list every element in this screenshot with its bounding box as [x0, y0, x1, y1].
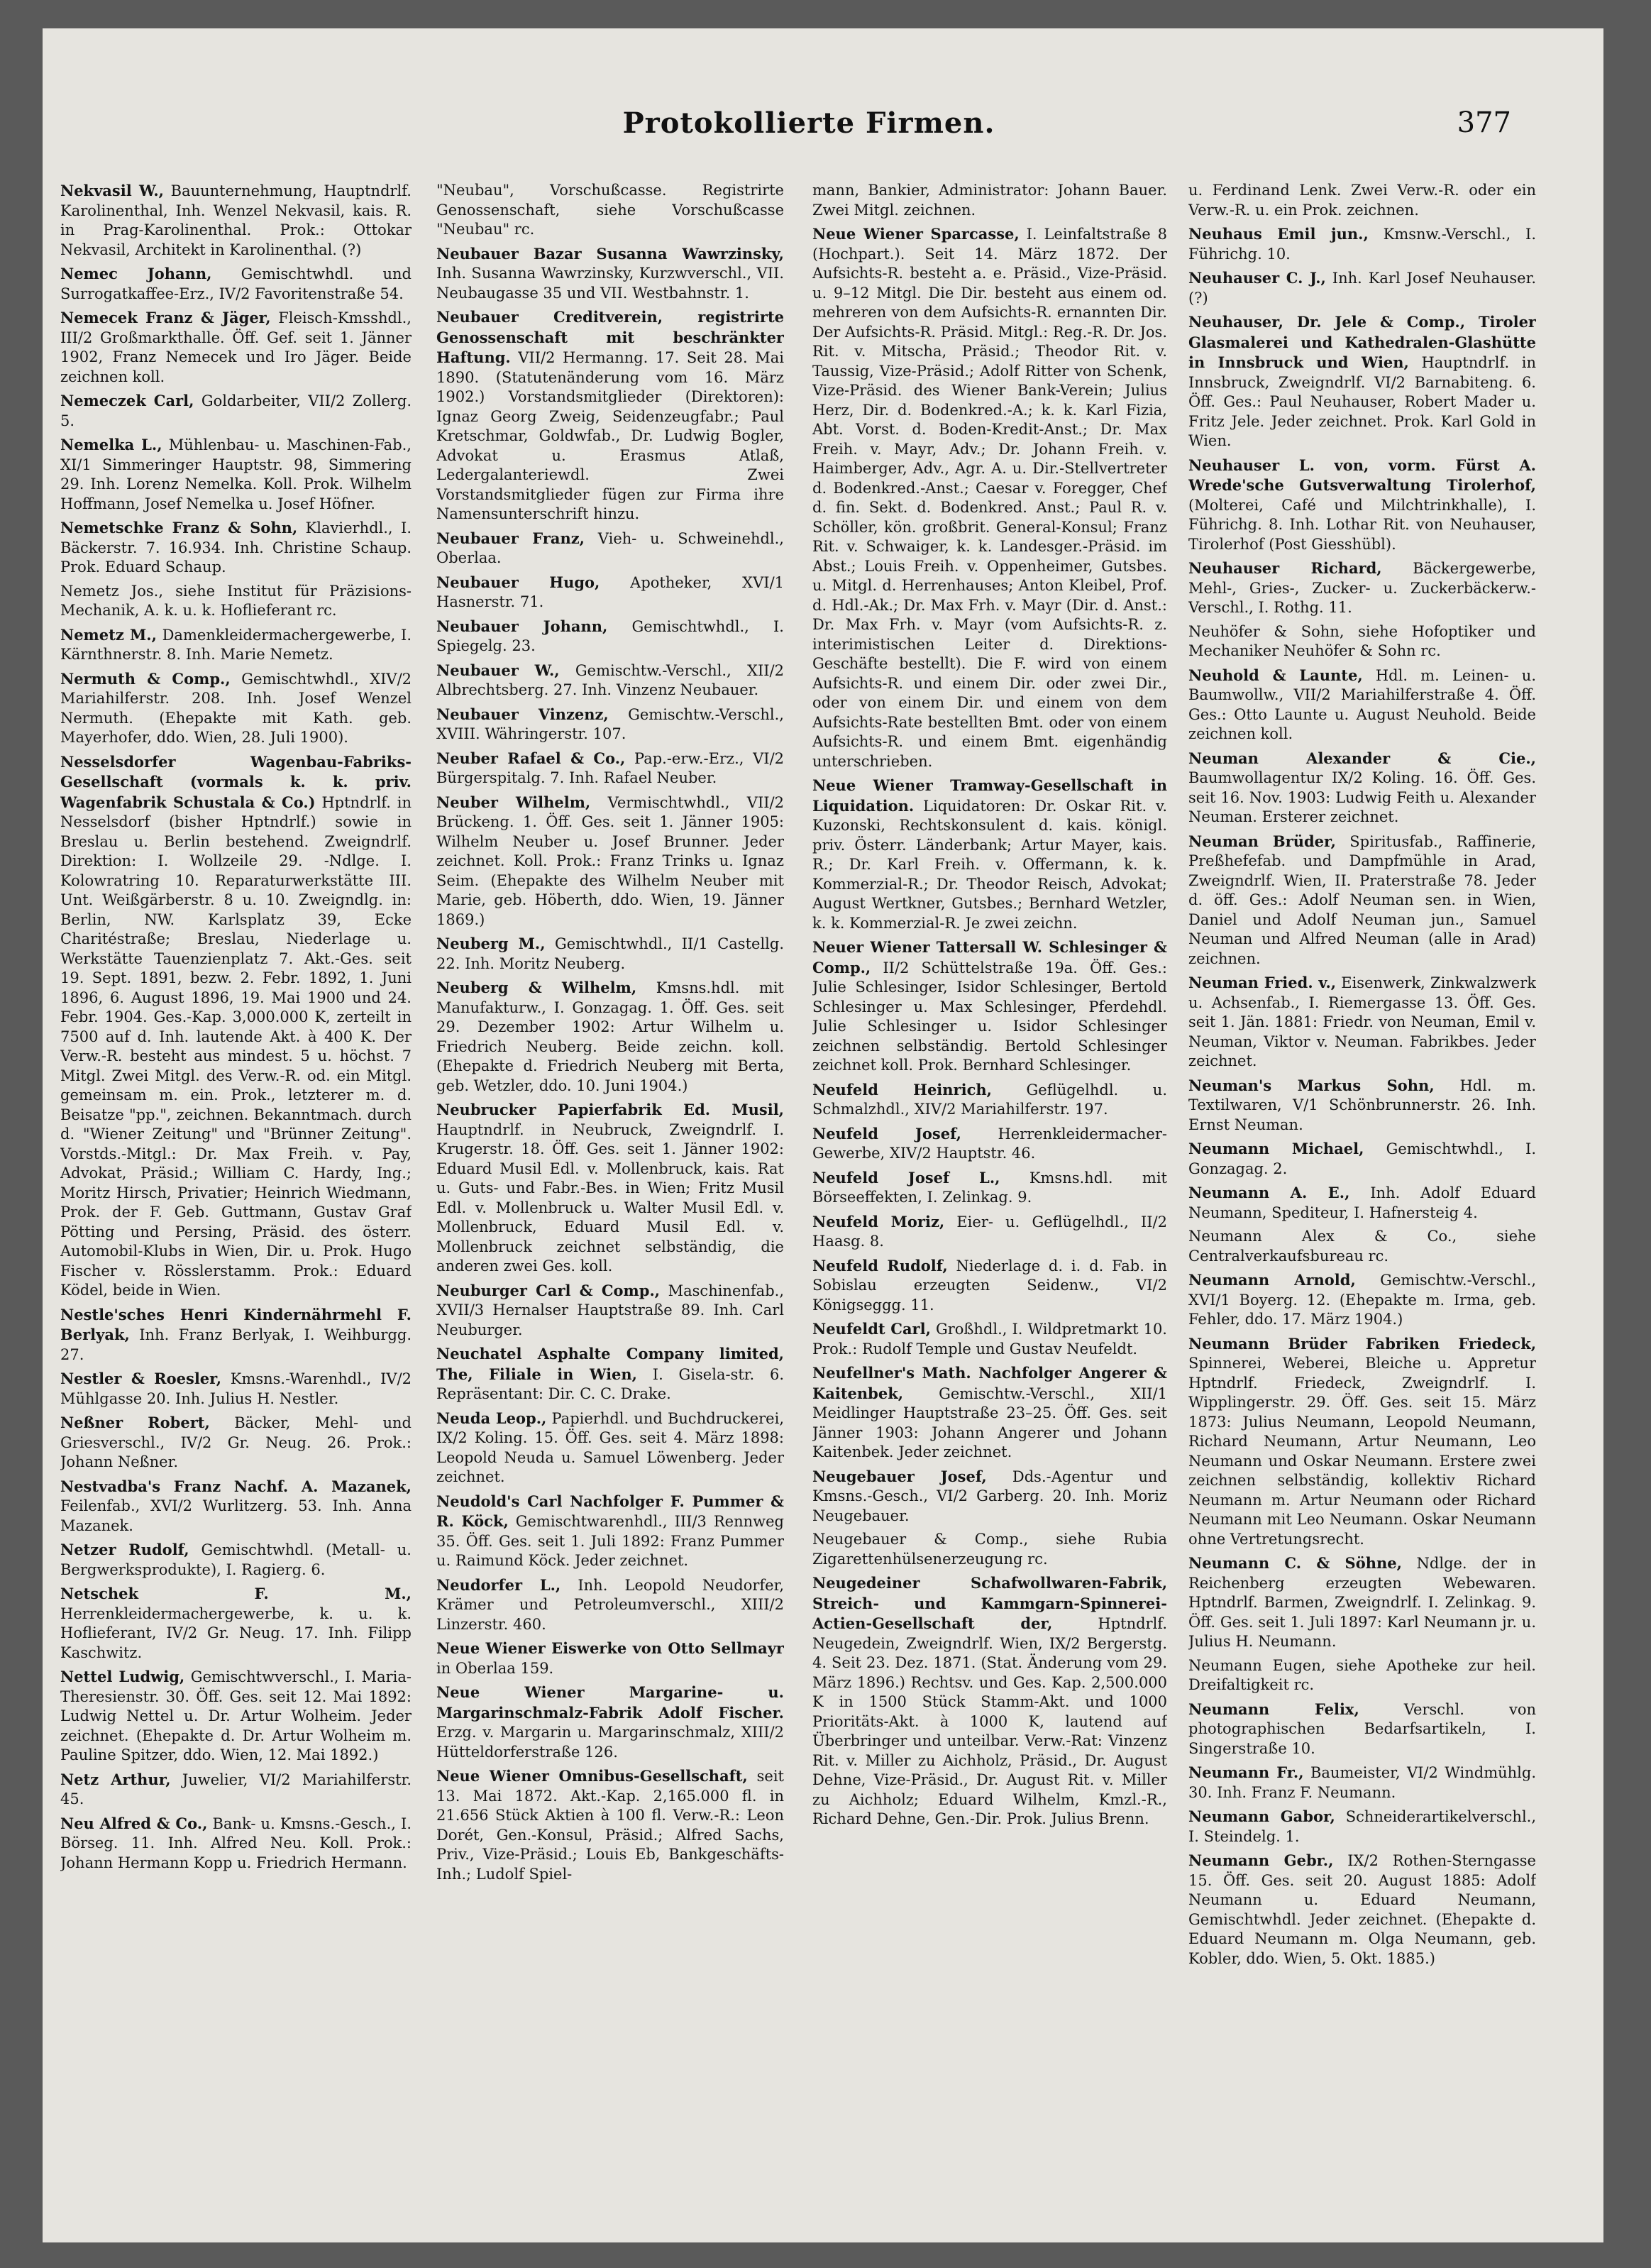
directory-entry: [1188, 1139, 1536, 1179]
directory-entry: [60, 308, 412, 387]
entry-text: Damenkleidermachergewerbe, I. Kärnthnerstr. 8. Inh. Marie Nemetz.: [60, 626, 412, 663]
entry-text: Goldarbeiter, VII/2 Zollerg. 5.: [60, 392, 412, 429]
directory-entry: [436, 1492, 784, 1571]
firm-name: Neuber Rafael & Co.,: [436, 749, 626, 767]
firm-name: Neufeldt Carl,: [812, 1320, 931, 1338]
entry-text: Inh. Leopold Neudorfer, Krämer und Petroleumverschl., XIII/2 Linzerstr. 460.: [436, 1576, 784, 1633]
directory-entry: [436, 1766, 784, 1884]
entry-text: Großhdl., I. Wildpretmarkt 10. Prok.: Rudolf Temple und Gustav Neufeldt.: [812, 1321, 1167, 1358]
directory-entry: [812, 776, 1167, 933]
directory-entry: [1188, 832, 1536, 969]
entry-text: Vieh- u. Schweinehdl., Oberlaa.: [436, 529, 784, 566]
directory-entry: [1188, 224, 1536, 264]
firm-name: Neubauer W.,: [436, 661, 560, 679]
entry-text: Hptndrlf. Neugedein, Zweigndrlf. Wien, IX/2 Bergerstg. 4. Seit 23. Dez. 1871. (Stat. Änderung vom 29. März 1896.) Rechtsv. und Ges. Kap. 2,500.000 K in 1500 Stück Stamm-Akt. und 1000 Prioritäts-Akt. à 1000 K, lautend auf Überbringer und unteilbar. Verw.-Rat: Vinzenz Rit. v. Miller zu Aichholz, Präsid., Dr. August Dehne, Vize-Präsid., Dr. August Rit. v. Miller zu Aichholz; Eduard Wilhelm, Kmzl.-R., Richard Dehne, Gen.-Dir. Prok. Julius Brenn.: [812, 1615, 1167, 1827]
directory-entry: [1188, 1270, 1536, 1330]
entry-text: II/2 Schüttelstraße 19a. Öff. Ges.: Julie Schlesinger, Isidor Schlesinger, Bertold Schlesinger u. Max Schlesinger, Pferdehdl. Julie Schlesinger u. Isidor Schlesinger zeichnen selbständig. Bertold Schlesinger zeichnet koll. Prok. Bernhard Schlesinger.: [812, 959, 1167, 1074]
entry-text: Dds.-Agentur und Kmsns.-Gesch., VI/2 Garberg. 20. Inh. Moriz Neugebauer.: [812, 1468, 1167, 1524]
firm-name: Nestvadba's Franz Nachf. A. Mazanek,: [60, 1477, 412, 1495]
entry-text: Herrenkleidermachergewerbe, k. u. k. Hoflieferant, IV/2 Gr. Neug. 17. Inh. Filipp Kaschwitz.: [60, 1604, 412, 1661]
entry-text: Apotheker, XVI/1 Hasnerstr. 71.: [436, 573, 784, 610]
entry-text: Hauptndrlf. in Neubruck, Zweigndrlf. I. Krugerstr. 18. Öff. Ges. seit 1. Jänner 1902: Eduard Musil Edl. v. Mollenbruck, kais. Rat u. Guts- und Fabr.-Bes. in Wien; Fritz Musil Edl. v. Mollenbruck u. Walter Musil Edl. v. Mollenbruck, Eduard Musil Edl. v. Mollenbruck zeichnet selbständig, die anderen zwei Ges. koll.: [436, 1121, 784, 1275]
entry-text: VII/2 Hermanng. 17. Seit 28. Mai 1890. (Statutenänderung vom 16. März 1902.) Vorstandsmitglieder (Direktoren): Ignaz Georg Zweig, Seidenzeugfabr.; Paul Kretschmar, Goldwfab., Dr. Ludwig Bogler, Advokat u. Erasmus Atlaß, Ledergalanteriewdl. Zwei Vorstandsmitglieder fügen zur Firma ihre Namensunterschrift hinzu.: [436, 349, 784, 522]
firm-name: Nemetschke Franz & Sohn,: [60, 519, 298, 536]
directory-entry: [812, 1467, 1167, 1526]
firm-name: Netschek F. M.,: [60, 1585, 412, 1602]
entry-text: Hdl. m. Textilwaren, V/1 Schönbrunnerstr. 26. Inh. Ernst Neuman.: [1188, 1077, 1536, 1133]
firm-name: Neubauer Franz,: [436, 529, 585, 547]
firm-name: Neubauer Vinzenz,: [436, 705, 609, 723]
entry-text: Kmsns.hdl. mit Manufakturw., I. Gonzagag. 1. Öff. Ges. seit 29. Dezember 1902: Artur Wilhelm u. Friedrich Neuberg. Beide zeichn. koll. (Ehepakte d. Friedrich Neuberg mit Berta, geb. Wetzler, ddo. 10. Juni 1904.): [436, 979, 784, 1094]
directory-entry: [812, 1212, 1167, 1252]
directory-entry: [436, 1281, 784, 1341]
firm-name: Nemeczek Carl,: [60, 392, 194, 409]
entry-text: Papierhdl. und Buchdruckerei, IX/2 Koling. 15. Öff. Ges. seit 4. März 1898: Leopold Neuda u. Samuel Löwenberg. Jeder zeichnet.: [436, 1409, 784, 1485]
firm-name: Neuberg & Wilhelm,: [436, 979, 637, 996]
firm-name: Neudorfer L.,: [436, 1575, 561, 1594]
firm-name: Nekvasil W.,: [60, 182, 164, 199]
firm-name: Neuhauser, Dr. Jele & Comp., Tiroler Glasmalerei und Kathedralen-Glashütte in Innsbruck und Wien,: [1188, 313, 1536, 371]
entry-text: Kmsnw.-Verschl., I. Führichg. 10.: [1188, 226, 1536, 263]
firm-name: Neuda Leop.,: [436, 1409, 547, 1427]
directory-entry: [812, 1080, 1167, 1120]
firm-name: Neue Wiener Margarine- u. Margarinschmalz-Fabrik Adolf Fischer.: [436, 1683, 784, 1722]
entry-text: Hptndrlf. in Nesselsdorf (bisher Hptndrlf.) sowie in Breslau u. Berlin bestehend. Zweigndrlf. Direktion: I. Wollzeile 29. -Ndlge. I. Kolowratring 10. Reparaturwerkstätte III. Unt. Weißgärberstr. 8 u. 10. Zweigndlg. in: Berlin, NW. Karlsplatz 39, Ecke Charitéstraße; Breslau, Niederlage u. Werkstätte Tauenzienplatz 7. Akt.-Ges. seit 19. Sept. 1891, bezw. 2. Febr. 1892, 1. Juni 1896, 6. August 1896, 19. Mai 1900 und 24. Febr. 1904. Ges.-Kap. 3,000.000 K, zerteilt in 7500 auf d. Inh. lautende Akt. à 400 K. Der Verw.-R. besteht aus mindest. 5 u. höchst. 7 Mitgl. Zwei Mitgl. des Verw.-R. od. ein Mitgl. gemeinsam m. ein. Prok., letzterer m. d. Beisatze "pp.", zeichnen. Bekanntmach. durch d. "Wiener Zeitung" und "Brünner Zeitung". Vorstds.-Mitgl.: Dr. Max Freih. v. Pay, Advokat, Präsid.; William C. Hardy, Ing.; Moritz Hirsch, Privatier; Heinrich Wiedmann, Prok. der F. Geb. Guttmann, Gustav Graf Pötting und Persing, Präsid. des österr. Automobil-Klubs in Wien, Dir. u. Prok. Hugo Fischer v. Rösslerstamm. Prok.: Eduard Ködel, beide in Wien.: [60, 793, 412, 1299]
directory-entry: [60, 1584, 412, 1663]
directory-entry: [812, 1168, 1167, 1208]
directory-entry: [1188, 1700, 1536, 1759]
directory-entry: [812, 1573, 1167, 1829]
directory-entry: [812, 1124, 1167, 1164]
entry-text: Gemischtwverschl., I. Maria-Theresienstr. 30. Öff. Ges. seit 12. Mai 1892: Ludwig Nettel u. Dr. Artur Wolheim. Jeder zeichnet. (Ehepakte d. Dr. Artur Wolheim m. Pauline Spitzer, ddo. Wien, 12. Mai 1892.): [60, 1668, 412, 1763]
directory-entry: [436, 1409, 784, 1487]
directory-entry: [436, 1100, 784, 1277]
directory-entry: [1188, 1851, 1536, 1969]
entry-text: Neuhöfer & Sohn, siehe Hofoptiker und Mechaniker Neuhöfer & Sohn rc.: [1188, 622, 1536, 659]
directory-entry: [60, 1770, 412, 1810]
firm-name: Neubauer Hugo,: [436, 573, 600, 591]
entry-text: Inh. Karl Josef Neuhauser. (?): [1188, 270, 1536, 307]
entry-text: Neumann Alex & Co., siehe Centralverkaufsbureau rc.: [1188, 1228, 1536, 1265]
firm-name: Neuberg M.,: [436, 935, 546, 952]
directory-entry: [1188, 181, 1536, 220]
directory-entry: [812, 181, 1167, 220]
entry-text: (Molterei, Café und Milchtrinkhalle), I. Führichg. 8. Inh. Lothar Rit. von Neuhauser, Tirolerhof (Post Giesshübl).: [1188, 496, 1536, 553]
entry-text: Baumwollagentur IX/2 Koling. 16. Öff. Ges. seit 16. Nov. 1903: Ludwig Feith u. Alexander Neuman. Ersterer zeichnet.: [1188, 769, 1536, 825]
entry-text: Mühlenbau- u. Maschinen-Fab., XI/1 Simmeringer Hauptstr. 98, Simmering 29. Inh. Lorenz Nemelka. Koll. Prok. Wilhelm Hoffmann, Josef Nemelka u. Josef Höfner.: [60, 436, 412, 512]
directory-entry: [60, 264, 412, 304]
firm-name: Neuber Wilhelm,: [436, 793, 591, 811]
directory-entry: [436, 749, 784, 788]
firm-name: Neumann A. E.,: [1188, 1184, 1350, 1201]
firm-name: Neubauer Bazar Susanna Wawrzinsky,: [436, 244, 784, 263]
firm-name: Neufeld Moriz,: [812, 1212, 945, 1231]
firm-name: Nermuth & Comp.,: [60, 669, 231, 688]
firm-name: Neuhauser L. von, vorm. Fürst A. Wrede'sche Gutsverwaltung Tirolerhof,: [1188, 456, 1536, 494]
firm-name: Neuman Alexander & Cie.,: [1188, 749, 1536, 767]
entry-text: Gemischtwarenhdl., III/3 Rennweg 35. Öff. Ges. seit 1. Juli 1892: Franz Pummer u. Raimund Köck. Jeder zeichnet.: [436, 1513, 784, 1569]
firm-name: Neumann Gabor,: [1188, 1807, 1335, 1825]
firm-name: Neumann Michael,: [1188, 1140, 1364, 1157]
directory-entry: [60, 752, 412, 1301]
firm-name: Neßner Robert,: [60, 1414, 210, 1431]
firm-name: Neuman's Markus Sohn,: [1188, 1076, 1435, 1094]
entry-text: mann, Bankier, Administrator: Johann Bauer. Zwei Mitgl. zeichnen.: [812, 182, 1167, 219]
firm-name: Neubauer Johann,: [436, 617, 608, 635]
entry-text: Bäcker, Mehl- und Griesverschl., IV/2 Gr. Neug. 26. Prok.: Johann Neßner.: [60, 1414, 412, 1470]
directory-entry: [1188, 749, 1536, 827]
directory-entry: [436, 617, 784, 656]
entry-text: seit 13. Mai 1872. Akt.-Kap. 2,165.000 fl. in 21.656 Stück Aktien à 100 fl. Verw.-R.: Leon Dorét, Gen.-Konsul, Präsid.; Alfred Sachs, Priv., Vize-Präsid.; Louis Eb, Bankgeschäfts-Inh.; Ludolf Spiel-: [436, 1768, 784, 1883]
entry-text: Gemischtwhdl. (Metall- u. Bergwerksprodukte), I. Ragierg. 6.: [60, 1541, 412, 1578]
directory-entry: [60, 1413, 412, 1472]
directory-entry: [436, 573, 784, 612]
entry-text: Spinnerei, Weberei, Bleiche u. Appretur Hptndrlf. Friedeck, Zweigndrlf. I. Wipplingerstr. 29. Öff. Ges. seit 15. März 1873: Julius Neumann, Leopold Neumann, Richard Neumann, Artur Neumann, Leo Neumann und Oskar Neumann. Erstere zwei zeichnen selbständig, kollektiv Richard Neumann m. Artur Neumann oder Richard Neumann mit Leo Neumann. Oskar Neumann ohne Vertretungsrecht.: [1188, 1355, 1536, 1548]
entry-text: Liquidatoren: Dr. Oskar Rit. v. Kuzonski, Rechtskonsulent d. kais. königl. priv. Österr. Länderbank; Artur Mayer, kais. R.; Dr. Karl Freih. v. Offermann, k. k. Kommerzial-R.; Dr. Theodor Reisch, Advokat; August Wertkner, Gutsbes.; Bernhard Wetzler, k. k. Kommerzial-R. Je zwei zeichn.: [812, 797, 1167, 932]
directory-entry: [1188, 1553, 1536, 1652]
firm-name: Nemec Johann,: [60, 265, 212, 282]
directory-entry: [436, 1639, 784, 1678]
entry-text: Bank- u. Kmsns.-Gesch., I. Börseg. 11. Inh. Alfred Neu. Koll. Prok.: Johann Hermann Kopp u. Friedrich Hermann.: [60, 1815, 412, 1871]
entry-text: Ndlge. der in Reichenberg erzeugten Webewaren. Hptndrlf. Barmen, Zweigndrlf. I. Zelinkag. 9. Öff. Ges. seit 1. Juli 1897: Karl Neumann jr. u. Julius H. Neumann.: [1188, 1555, 1536, 1650]
directory-entry: [1188, 1183, 1536, 1223]
directory-entry: [1188, 268, 1536, 308]
firm-name: Nestler & Roesler,: [60, 1370, 222, 1387]
directory-entry: [1188, 456, 1536, 555]
directory-entry: [436, 934, 784, 974]
directory-entry: [812, 937, 1167, 1076]
directory-entry: [436, 181, 784, 240]
directory-entry: [436, 1575, 784, 1635]
entry-text: Inh. Susanna Wawrzinsky, Kurzwverschl., VII. Neubaugasse 35 und VII. Westbahnstr. 1.: [436, 265, 784, 302]
directory-entry: [436, 1683, 784, 1762]
entry-text: I. Leinfaltstraße 8 (Hochpart.). Seit 14. März 1872. Der Aufsichts-R. besteht a. e. Präsid., Vize-Präsid. u. 9–12 Mitgl. Die Dir. besteht aus einem od. mehreren von dem Aufsichts-R. ernannten Dir. Der Aufsichts-R. Präsid. Mitgl.: Reg.-R. Dr. Jos. Rit. v. Mitscha, Präsid.; Theodor Rit. v. Taussig, Vize-Präsid.; Adolf Ritter von Schenk, Vize-Präsid. des Wiener Bank-Verein; Julius Herz, Dir. d. Bodenkred.-A.; k. k. Karl Fizia, Abt. Vorst. d. Boden-Kredit-Anst.; Dr. Max Freih. v. Mayr, Adv.; Dr. Johann Freih. v. Haimberger, Adv., Agr. A. u. Dir.-Stellvertreter d. Bodenkred.-Anst.; Caesar v. Foregger, Chef d. fin. Sekt. d. Bodenkred. Anst.; Paul R. v. Schöller, kön. großbrit. General-Konsul; Franz Rit. v. Schwaiger, k. k. Landesger.-Präsid. im Abst.; Louis Freih. v. Oppenheimer, Gutsbes. u. Mitgl. d. Herrenhauses; Anton Kleibel, Prof. d. Hdl.-Ak.; Dr. Max Frh. v. Mayr (Dir. d. Anst.: Dr. Max Frh. v. Mayr (vom Aufsichts-R. z. interimistischen Leiter d. Direktions-Geschäfte bestellt). Die F. wird von einem Aufsichts-R. und einem Dir. oder zwei Dir., oder von einem Dir. und einem von dem Aufsichts-Rate bestellten Bmt. oder von einem Aufsichts-R. und einem Bmt. eigenhändig unterschrieben.: [812, 226, 1167, 770]
directory-entry: [812, 1363, 1167, 1463]
entry-text: Hdl. m. Leinen- u. Baumwollw., VII/2 Mariahilferstraße 4. Öff. Ges.: Otto Launte u. August Neuhold. Beide zeichnen koll.: [1188, 666, 1536, 742]
directory-entry: [1188, 1807, 1536, 1846]
directory-entry: [60, 1369, 412, 1409]
entry-text: u. Ferdinand Lenk. Zwei Verw.-R. oder ein Verw.-R. u. ein Prok. zeichnen.: [1188, 182, 1536, 219]
entry-text: Gemischtw.-Verschl., XVI/1 Boyerg. 12. (Ehepakte m. Irma, geb. Fehler, ddo. 17. März 1904.): [1188, 1272, 1536, 1328]
firm-name: Neumann Felix,: [1188, 1700, 1359, 1718]
entry-text: Schneiderartikelverschl., I. Steindelg. 1.: [1188, 1808, 1536, 1845]
entry-text: Gemischtwhdl., II/1 Castellg. 22. Inh. Moritz Neuberg.: [436, 935, 784, 972]
directory-entry: [1188, 1656, 1536, 1695]
directory-entry: [60, 582, 412, 621]
directory-entry: [60, 1477, 412, 1536]
directory-entry: [436, 244, 784, 304]
directory-entry: [436, 793, 784, 930]
entry-text: Eisenwerk, Zinkwalzwerk u. Achsenfab., I. Riemergasse 13. Öff. Ges. seit 1. Jän. 1881: Friedr. von Neuman, Emil v. Neuman, Viktor v. Neuman. Fabrikbes. Jeder zeichnet.: [1188, 974, 1536, 1069]
firm-name: Neu Alfred & Co.,: [60, 1814, 208, 1832]
entry-text: Gemischtwhdl., I. Spiegelg. 23.: [436, 617, 784, 654]
directory-entry: [436, 705, 784, 744]
firm-name: Neufellner's Math. Nachfolger Angerer & Kaitenbek,: [812, 1364, 1167, 1402]
entry-text: Bauunternehmung, Hauptndrlf. Karolinenthal, Inh. Wenzel Nekvasil, kais. R. in Prag-Karolinenthal. Prok.: Ottokar Nekvasil, Architekt in Karolinenthal. (?): [60, 182, 412, 258]
firm-name: Neuer Wiener Tattersall W. Schlesinger & Comp.,: [812, 938, 1167, 976]
firm-name: Nestle'sches Henri Kindernährmehl F. Berlyak,: [60, 1305, 412, 1343]
entry-text: Pap.-erw.-Erz., VI/2 Bürgerspitalg. 7. Inh. Rafael Neuber.: [436, 749, 784, 786]
entry-text: Geflügelhdl. u. Schmalzhdl., XIV/2 Mariahilferstr. 197.: [812, 1081, 1167, 1118]
entry-text: Baumeister, VI/2 Windmühlg. 30. Inh. Franz F. Neumann.: [1188, 1764, 1536, 1801]
directory-entry: [60, 435, 412, 514]
entry-text: Gemischtwhdl. und Surrogatkaffee-Erz., IV/2 Favoritenstraße 54.: [60, 265, 412, 302]
firm-name: Neufeld Josef L.,: [812, 1168, 1000, 1187]
firm-name: Neuhauser C. J.,: [1188, 269, 1326, 287]
firm-name: Nettel Ludwig,: [60, 1668, 185, 1685]
firm-name: Neumann Arnold,: [1188, 1271, 1356, 1289]
directory-entry: [60, 625, 412, 665]
directory-entry: [812, 1530, 1167, 1569]
directory-entry: [1188, 1334, 1536, 1550]
entry-text: Feilenfab., XVI/2 Wurlitzerg. 53. Inh. Anna Mazanek.: [60, 1497, 412, 1534]
entry-text: Kmsns.-Warenhdl., IV/2 Mühlgasse 20. Inh. Julius H. Nestler.: [60, 1370, 412, 1407]
column-3: [812, 181, 1167, 2225]
entry-text: Gemischtw.-Verschl., XVIII. Währingerstr. 107.: [436, 705, 784, 742]
firm-name: Neumann Fr.,: [1188, 1763, 1304, 1781]
firm-name: Neue Wiener Sparcasse,: [812, 225, 1020, 243]
firm-name: Neuman Brüder,: [1188, 832, 1336, 850]
page-number: 377: [1457, 106, 1511, 139]
directory-entry: [60, 1305, 412, 1365]
entry-text: Vermischtwhdl., VII/2 Brückeng. 1. Öff. Ges. seit 1. Jänner 1905: Wilhelm Neuber u. Josef Brunner. Jeder zeichnet. Koll. Prok.: Franz Trinks u. Ignaz Seim. (Ehepakte des Wilhelm Neuber mit Marie, geb. Höberth, ddo. Wien, 19. Jänner 1869.): [436, 793, 784, 928]
firm-name: Neubrucker Papierfabrik Ed. Musil,: [436, 1101, 784, 1118]
firm-name: Neuhauser Richard,: [1188, 559, 1382, 577]
directory-entry: [1188, 973, 1536, 1072]
firm-name: Netzer Rudolf,: [60, 1541, 189, 1558]
directory-entry: [436, 978, 784, 1096]
entry-text: Gemischtwhdl., I. Gonzagag. 2.: [1188, 1140, 1536, 1177]
entry-text: I. Gisela-str. 6. Repräsentant: Dir. C. C. Drake.: [436, 1365, 784, 1402]
entry-text: Gemischtwhdl., XIV/2 Mariahilferstr. 208. Inh. Josef Wenzel Nermuth. (Ehepakte mit Kath. geb. Mayerhofer, ddo. Wien, 28. Juli 1900).: [60, 670, 412, 746]
firm-name: Nemecek Franz & Jäger,: [60, 309, 271, 326]
running-header: [43, 106, 1603, 170]
entry-text: Hauptndrlf. in Innsbruck, Zweigndrlf. VI/2 Barnabiteng. 6. Öff. Ges.: Paul Neuhauser, Robert Mader u. Fritz Jele. Jeder zeichnet. Prok. Karl Gold in Wien.: [1188, 354, 1536, 449]
firm-name: Neuman Fried. v.,: [1188, 974, 1337, 991]
firm-name: Nesselsdorfer Wagenbau-Fabriks-Gesellschaft (vormals k. k. priv. Wagenfabrik Schustala & Co.): [60, 752, 412, 811]
directory-entry: [1188, 1227, 1536, 1266]
directory-entry: [812, 1319, 1167, 1359]
directory-entry: [60, 669, 412, 748]
firm-name: Neufeld Heinrich,: [812, 1080, 992, 1099]
directory-entry: [60, 391, 412, 431]
directory-entry: [60, 518, 412, 578]
entry-text: Inh. Adolf Eduard Neumann, Spediteur, I. Hafnersteig 4.: [1188, 1184, 1536, 1221]
firm-name: Neumann Gebr.,: [1188, 1851, 1334, 1869]
firm-name: Neue Wiener Eiswerke von Otto Sellmayr: [436, 1639, 784, 1657]
directory-entry: [1188, 558, 1536, 618]
entry-text: Bäckergewerbe, Mehl-, Gries-, Zucker- u. Zuckerbäckerw.-Verschl., I. Rothg. 11.: [1188, 560, 1536, 616]
page-title: Protokollierte Firmen.: [622, 106, 995, 140]
directory-entry: [1188, 1763, 1536, 1802]
firm-name: Nemelka L.,: [60, 436, 162, 453]
entry-text: in Oberlaa 159.: [436, 1659, 554, 1677]
entry-text: Neugebauer & Comp., siehe Rubia Zigarettenhülsenerzeugung rc.: [812, 1531, 1167, 1568]
entry-text: Spiritusfab., Raffinerie, Preßhefefab. und Dampfmühle in Arad, Zweigndrlf. Wien, II. Praterstraße 78. Jeder d. öff. Ges.: Adolf Neuman sen. in Wien, Daniel und Adolf Neuman jun., Samuel Neuman und Alfred Neuman (alle in Arad) zeichnen.: [1188, 832, 1536, 967]
directory-entry: [1188, 312, 1536, 451]
firm-name: Neugebauer Josef,: [812, 1467, 987, 1485]
entry-text: Inh. Franz Berlyak, I. Weihburgg. 27.: [60, 1326, 412, 1363]
directory-entry: [60, 181, 412, 260]
firm-name: Neuburger Carl & Comp.,: [436, 1281, 661, 1299]
directory-entry: [1188, 666, 1536, 744]
directory-entry: [60, 1667, 412, 1766]
firm-name: Neuhold & Launte,: [1188, 666, 1363, 684]
directory-entry: [812, 1256, 1167, 1316]
column-4: [1188, 181, 1536, 2225]
firm-name: Neuchatel Asphalte Company limited, The, Filiale in Wien,: [436, 1345, 784, 1383]
entry-text: "Neubau", Vorschußcasse. Registrirte Genossenschaft, siehe Vorschußcasse "Neubau" rc.: [436, 182, 784, 238]
entry-text: Juwelier, VI/2 Mariahilferstr. 45.: [60, 1771, 412, 1807]
entry-text: Erzg. v. Margarin u. Margarinschmalz, XIII/2 Hütteldorferstraße 126.: [436, 1724, 784, 1761]
entry-text: Herrenkleidermacher-Gewerbe, XIV/2 Hauptstr. 46.: [812, 1125, 1167, 1162]
firm-name: Netz Arthur,: [60, 1770, 171, 1788]
firm-name: Neubauer Creditverein, registrirte Genossenschaft mit beschränkter Haftung.: [436, 308, 784, 366]
column-2: [436, 181, 784, 2225]
directory-entry: [60, 1540, 412, 1580]
entry-text: Klavierhdl., I. Bäckerstr. 7. 16.934. Inh. Christine Schaup. Prok. Eduard Schaup.: [60, 519, 412, 576]
firm-name: Neumann C. & Söhne,: [1188, 1554, 1402, 1572]
entry-text: IX/2 Rothen-Sterngasse 15. Öff. Ges. seit 20. August 1885: Adolf Neumann u. Eduard Neumann, Gemischtwhdl. Jeder zeichnet. (Ehepakte d. Eduard Neumann m. Olga Neumann, geb. Kobler, ddo. Wien, 5. Okt. 1885.): [1188, 1852, 1536, 1967]
firm-name: Neue Wiener Tramway-Gesellschaft in Liquidation.: [812, 776, 1167, 815]
firm-name: Neugedeiner Schafwollwaren-Fabrik, Streich- und Kammgarn-Spinnerei-Actien-Gesellschaft der,: [812, 1574, 1167, 1632]
entry-text: Kmsns.hdl. mit Börseeffekten, I. Zelinkag. 9.: [812, 1169, 1167, 1206]
entry-text: Maschinenfab., XVII/3 Hernalser Hauptstraße 89. Inh. Carl Neuburger.: [436, 1282, 784, 1338]
firm-name: Neufeld Josef,: [812, 1124, 961, 1143]
entry-text: Neumann Eugen, siehe Apotheke zur heil. Dreifaltigkeit rc.: [1188, 1656, 1536, 1693]
directory-entry: [1188, 622, 1536, 661]
directory-page: [43, 28, 1603, 2242]
directory-entry: [436, 1344, 784, 1404]
entry-text: Fleisch-Kmsshdl., III/2 Großmarkthalle. Öff. Gef. seit 1. Jänner 1902, Franz Nemecek und Iro Jäger. Beide zeichnen koll.: [60, 309, 412, 385]
entry-text: Gemischtw.-Verschl., XII/2 Albrechtsberg. 27. Inh. Vinzenz Neubauer.: [436, 661, 784, 698]
directory-entry: [812, 224, 1167, 771]
entry-text: Nemetz Jos., siehe Institut für Präzisions-Mechanik, A. k. u. k. Hoflieferant rc.: [60, 582, 412, 619]
entry-text: Niederlage d. i. d. Fab. in Sobislau erzeugten Seidenw., VI/2 Königseggg. 11.: [812, 1257, 1167, 1314]
firm-name: Neuhaus Emil jun.,: [1188, 225, 1369, 243]
directory-entry: [436, 661, 784, 700]
column-1: [60, 181, 412, 2225]
firm-name: Neumann Brüder Fabriken Friedeck,: [1188, 1334, 1536, 1353]
entry-text: Verschl. von photographischen Bedarfsartikeln, I. Singerstraße 10.: [1188, 1700, 1536, 1757]
firm-name: Neufeld Rudolf,: [812, 1256, 948, 1275]
directory-entry: [1188, 1076, 1536, 1135]
firm-name: Neue Wiener Omnibus-Gesellschaft,: [436, 1767, 748, 1785]
firm-name: Neudold's Carl Nachfolger F. Pummer & R. Köck,: [436, 1492, 784, 1530]
directory-entry: [60, 1814, 412, 1873]
entry-text: Eier- u. Geflügelhdl., II/2 Haasg. 8.: [812, 1213, 1167, 1250]
firm-name: Nemetz M.,: [60, 625, 157, 644]
directory-entry: [436, 529, 784, 568]
entry-text: Gemischtw.-Verschl., XII/1 Meidlinger Hauptstraße 23–25. Öff. Ges. seit Jänner 1903: Johann Angerer und Johann Kaitenbek. Jeder zeichnet.: [812, 1385, 1167, 1460]
directory-entry: [436, 307, 784, 524]
